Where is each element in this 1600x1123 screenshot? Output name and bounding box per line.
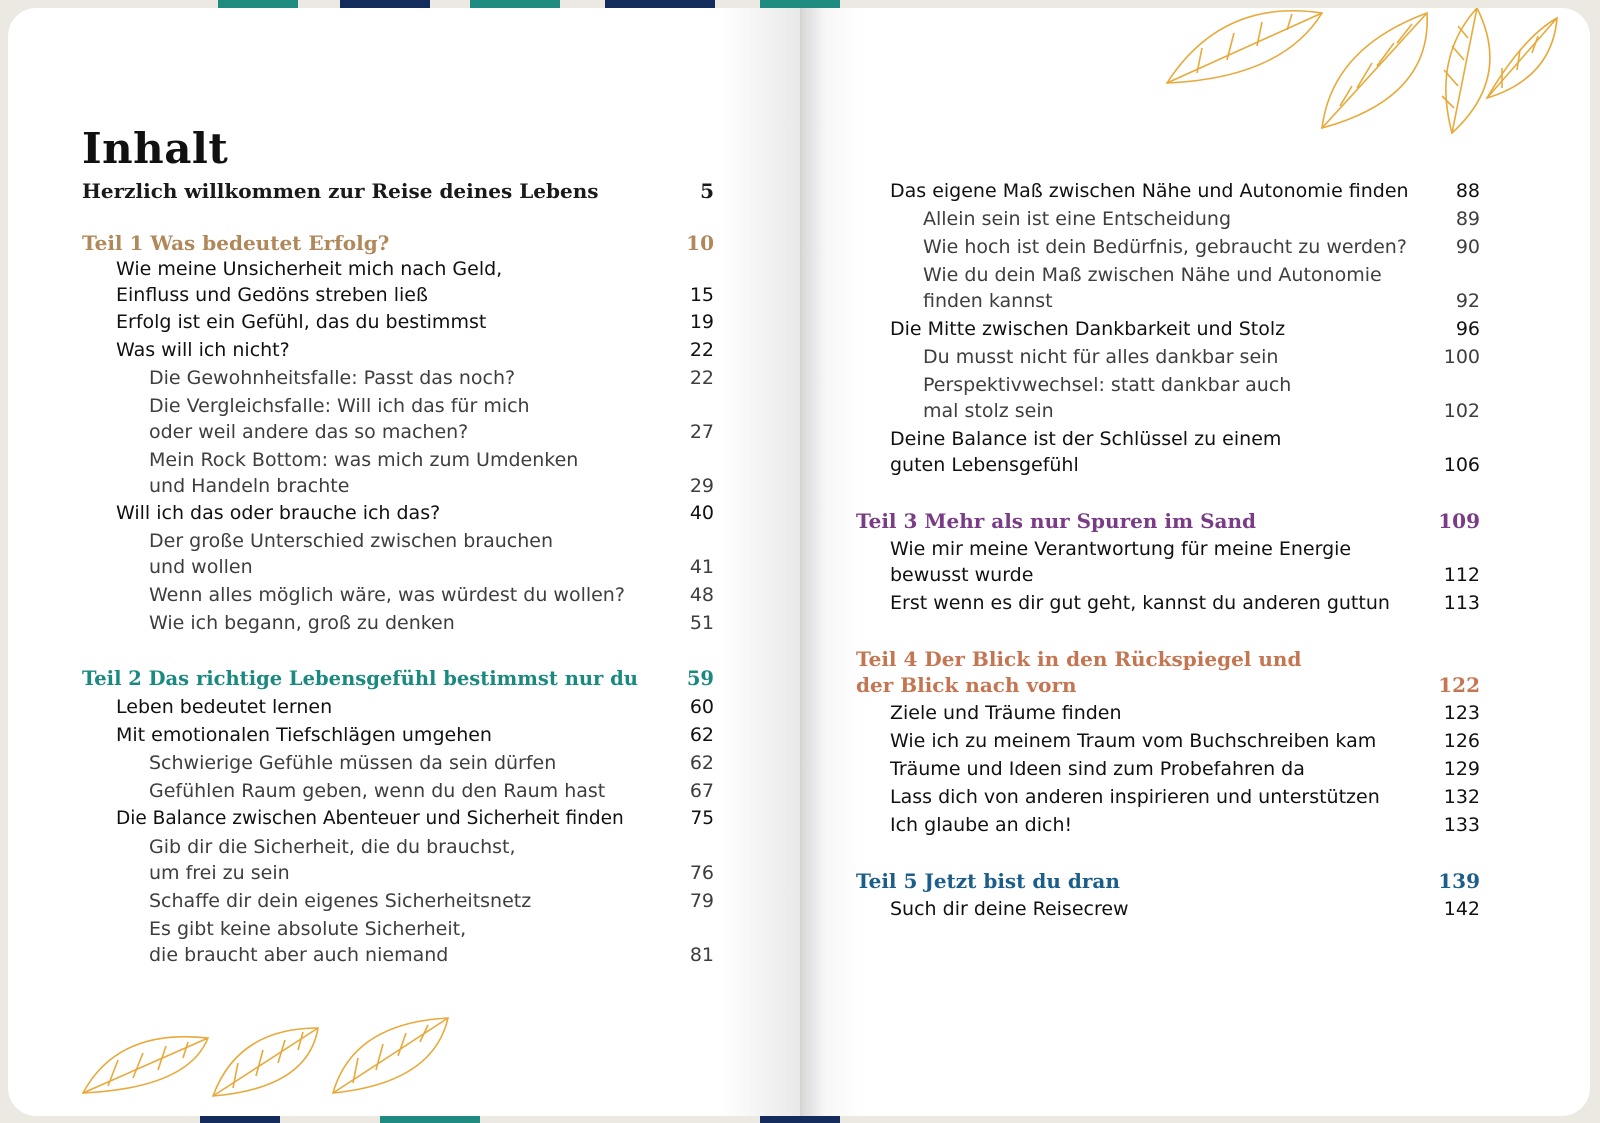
toc-item[interactable]: Wie ich zu meinem Traum vom Buchschreiben kam 126 <box>890 730 1480 752</box>
toc-item[interactable]: Such dir deine Reisecrew 142 <box>890 898 1480 920</box>
toc-subitem[interactable]: Die Vergleichsfalle: Will ich das für mich oder weil andere das so machen? 27 <box>149 395 714 443</box>
toc-item[interactable]: Was will ich nicht? 22 <box>116 339 714 361</box>
toc-part-4[interactable]: Teil 4 Der Blick in den Rückspiegel und der Blick nach vorn 122 <box>856 647 1480 697</box>
toc-item[interactable]: Erfolg ist ein Gefühl, das du bestimmst 19 <box>116 311 714 333</box>
toc-item[interactable]: Wie meine Unsicherheit mich nach Geld, Einfluss und Gedöns streben ließ 15 <box>116 258 714 306</box>
toc-item[interactable]: Das eigene Maß zwischen Nähe und Autonomie finden 88 <box>890 180 1480 202</box>
toc-item[interactable]: Träume und Ideen sind zum Probefahren da 129 <box>890 758 1480 780</box>
toc-item[interactable]: Die Mitte zwischen Dankbarkeit und Stolz 96 <box>890 318 1480 340</box>
toc-item[interactable]: Ziele und Träume finden 123 <box>890 702 1480 724</box>
toc-item[interactable]: Die Balance zwischen Abenteuer und Sicherheit finden 75 <box>116 808 714 829</box>
right-page <box>802 8 1590 1116</box>
toc-item[interactable]: Wie mir meine Verantwortung für meine Energie bewusst wurde 112 <box>890 538 1480 586</box>
toc-item[interactable]: Lass dich von anderen inspirieren und unterstützen 132 <box>890 786 1480 808</box>
toc-part-3[interactable]: Teil 3 Mehr als nur Spuren im Sand 109 <box>856 509 1480 533</box>
toc-subitem[interactable]: Es gibt keine absolute Sicherheit, die braucht aber auch niemand 81 <box>149 918 714 966</box>
toc-subitem[interactable]: Wenn alles möglich wäre, was würdest du wollen? 48 <box>149 584 714 606</box>
toc-item[interactable]: Leben bedeutet lernen 60 <box>116 696 714 718</box>
toc-subitem[interactable]: Die Gewohnheitsfalle: Passt das noch? 22 <box>149 367 714 389</box>
toc-subitem[interactable]: Du musst nicht für alles dankbar sein 100 <box>923 346 1480 368</box>
leaves-icon <box>78 1008 458 1098</box>
toc-subitem[interactable]: Wie hoch ist dein Bedürfnis, gebraucht zu werden? 90 <box>923 236 1480 258</box>
leaf-decoration-top <box>1162 8 1562 143</box>
toc-part-2[interactable]: Teil 2 Das richtige Lebensgefühl bestimmst nur du 59 <box>82 667 714 690</box>
toc-item[interactable]: Erst wenn es dir gut geht, kannst du anderen guttun 113 <box>890 592 1480 614</box>
toc-subitem[interactable]: Allein sein ist eine Entscheidung 89 <box>923 208 1480 230</box>
leaves-icon <box>1162 8 1562 143</box>
toc-part-1[interactable]: Teil 1 Was bedeutet Erfolg? 10 <box>82 231 714 255</box>
toc-intro[interactable]: Herzlich willkommen zur Reise deines Lebens 5 <box>82 179 714 203</box>
toc-subitem[interactable]: Der große Unterschied zwischen brauchen und wollen 41 <box>149 530 714 578</box>
toc-item[interactable]: Will ich das oder brauche ich das? 40 <box>116 502 714 524</box>
leaf-decoration-bottom <box>78 1008 458 1098</box>
toc-subitem[interactable]: Mein Rock Bottom: was mich zum Umdenken und Handeln brachte 29 <box>149 449 714 497</box>
toc-part-5[interactable]: Teil 5 Jetzt bist du dran 139 <box>856 869 1480 893</box>
toc-item[interactable]: Deine Balance ist der Schlüssel zu einem guten Lebensgefühl 106 <box>890 428 1480 476</box>
open-book <box>8 8 1590 1116</box>
toc-item[interactable]: Ich glaube an dich! 133 <box>890 814 1480 836</box>
toc-subitem[interactable]: Wie ich begann, groß zu denken 51 <box>149 612 714 634</box>
toc-subitem[interactable]: Schaffe dir dein eigenes Sicherheitsnetz 79 <box>149 890 714 912</box>
toc-subitem[interactable]: Gib dir die Sicherheit, die du brauchst, um frei zu sein 76 <box>149 836 714 884</box>
left-page <box>8 8 800 1116</box>
toc-subitem[interactable]: Perspektivwechsel: statt dankbar auch mal stolz sein 102 <box>923 374 1480 422</box>
page-title: Inhalt <box>82 124 229 173</box>
toc-subitem[interactable]: Wie du dein Maß zwischen Nähe und Autonomie finden kannst 92 <box>923 264 1480 312</box>
toc-subitem[interactable]: Gefühlen Raum geben, wenn du den Raum hast 67 <box>149 780 714 802</box>
toc-subitem[interactable]: Schwierige Gefühle müssen da sein dürfen 62 <box>149 752 714 774</box>
toc-item[interactable]: Mit emotionalen Tiefschlägen umgehen 62 <box>116 724 714 746</box>
